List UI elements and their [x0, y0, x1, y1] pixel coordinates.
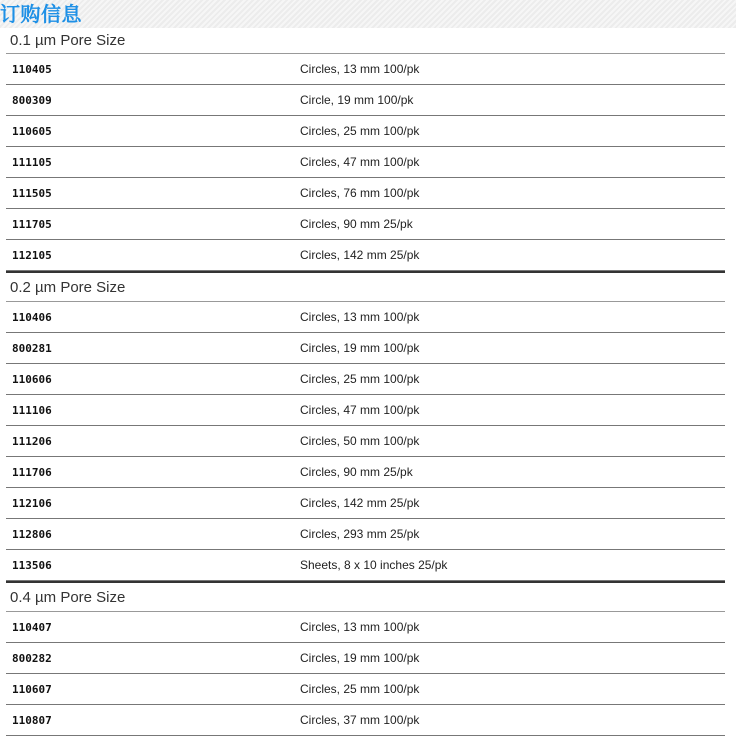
catalog-number: 110606 — [12, 373, 52, 386]
catalog-number: 111206 — [12, 435, 52, 448]
pore-size-section — [6, 581, 725, 736]
product-description: Circles, 19 mm 100/pk — [300, 341, 420, 355]
catalog-number: 800282 — [12, 652, 52, 665]
title-bar — [0, 0, 736, 28]
table-row — [6, 302, 725, 333]
catalog-number: 112105 — [12, 249, 52, 262]
pore-size-section — [6, 28, 725, 271]
table-row — [6, 519, 725, 550]
catalog-number: 113506 — [12, 559, 52, 572]
catalog-number: 110605 — [12, 125, 52, 138]
product-description: Sheets, 8 x 10 inches 25/pk — [300, 558, 448, 572]
table-row — [6, 147, 725, 178]
table-row — [6, 240, 725, 271]
table-row — [6, 488, 725, 519]
section-header: 0.4 µm Pore Size — [6, 581, 725, 612]
product-description: Circles, 19 mm 100/pk — [300, 651, 420, 665]
ordering-table — [6, 28, 725, 736]
catalog-number: 800309 — [12, 94, 52, 107]
pore-size-section — [6, 271, 725, 581]
table-row — [6, 54, 725, 85]
page-title: 订购信息 — [0, 2, 82, 26]
product-description: Circles, 50 mm 100/pk — [300, 434, 420, 448]
catalog-number: 111706 — [12, 466, 52, 479]
product-description: Circles, 47 mm 100/pk — [300, 155, 420, 169]
catalog-number: 111106 — [12, 404, 52, 417]
table-row — [6, 457, 725, 488]
catalog-number: 111105 — [12, 156, 52, 169]
table-row — [6, 116, 725, 147]
product-description: Circle, 19 mm 100/pk — [300, 93, 414, 107]
catalog-number: 110807 — [12, 714, 52, 727]
catalog-number: 110406 — [12, 311, 52, 324]
product-description: Circles, 13 mm 100/pk — [300, 310, 420, 324]
product-description: Circles, 13 mm 100/pk — [300, 62, 420, 76]
product-description: Circles, 25 mm 100/pk — [300, 682, 420, 696]
product-description: Circles, 76 mm 100/pk — [300, 186, 420, 200]
product-description: Circles, 25 mm 100/pk — [300, 372, 420, 386]
catalog-number: 800281 — [12, 342, 52, 355]
table-row — [6, 705, 725, 736]
table-row — [6, 364, 725, 395]
table-row — [6, 395, 725, 426]
product-description: Circles, 142 mm 25/pk — [300, 248, 420, 262]
table-row — [6, 612, 725, 643]
table-row — [6, 426, 725, 457]
product-description: Circles, 13 mm 100/pk — [300, 620, 420, 634]
section-header: 0.2 µm Pore Size — [6, 271, 725, 302]
catalog-number: 112106 — [12, 497, 52, 510]
product-description: Circles, 293 mm 25/pk — [300, 527, 420, 541]
table-row — [6, 643, 725, 674]
product-description: Circles, 90 mm 25/pk — [300, 217, 413, 231]
product-description: Circles, 90 mm 25/pk — [300, 465, 413, 479]
product-description: Circles, 47 mm 100/pk — [300, 403, 420, 417]
section-header: 0.1 µm Pore Size — [6, 28, 725, 54]
table-row — [6, 85, 725, 116]
catalog-number: 112806 — [12, 528, 52, 541]
product-description: Circles, 25 mm 100/pk — [300, 124, 420, 138]
catalog-number: 110607 — [12, 683, 52, 696]
product-description: Circles, 37 mm 100/pk — [300, 713, 420, 727]
catalog-number: 111505 — [12, 187, 52, 200]
catalog-number: 110407 — [12, 621, 52, 634]
table-row — [6, 209, 725, 240]
catalog-number: 110405 — [12, 63, 52, 76]
table-row — [6, 333, 725, 364]
table-row — [6, 674, 725, 705]
product-description: Circles, 142 mm 25/pk — [300, 496, 420, 510]
table-row — [6, 178, 725, 209]
table-row — [6, 550, 725, 581]
catalog-number: 111705 — [12, 218, 52, 231]
